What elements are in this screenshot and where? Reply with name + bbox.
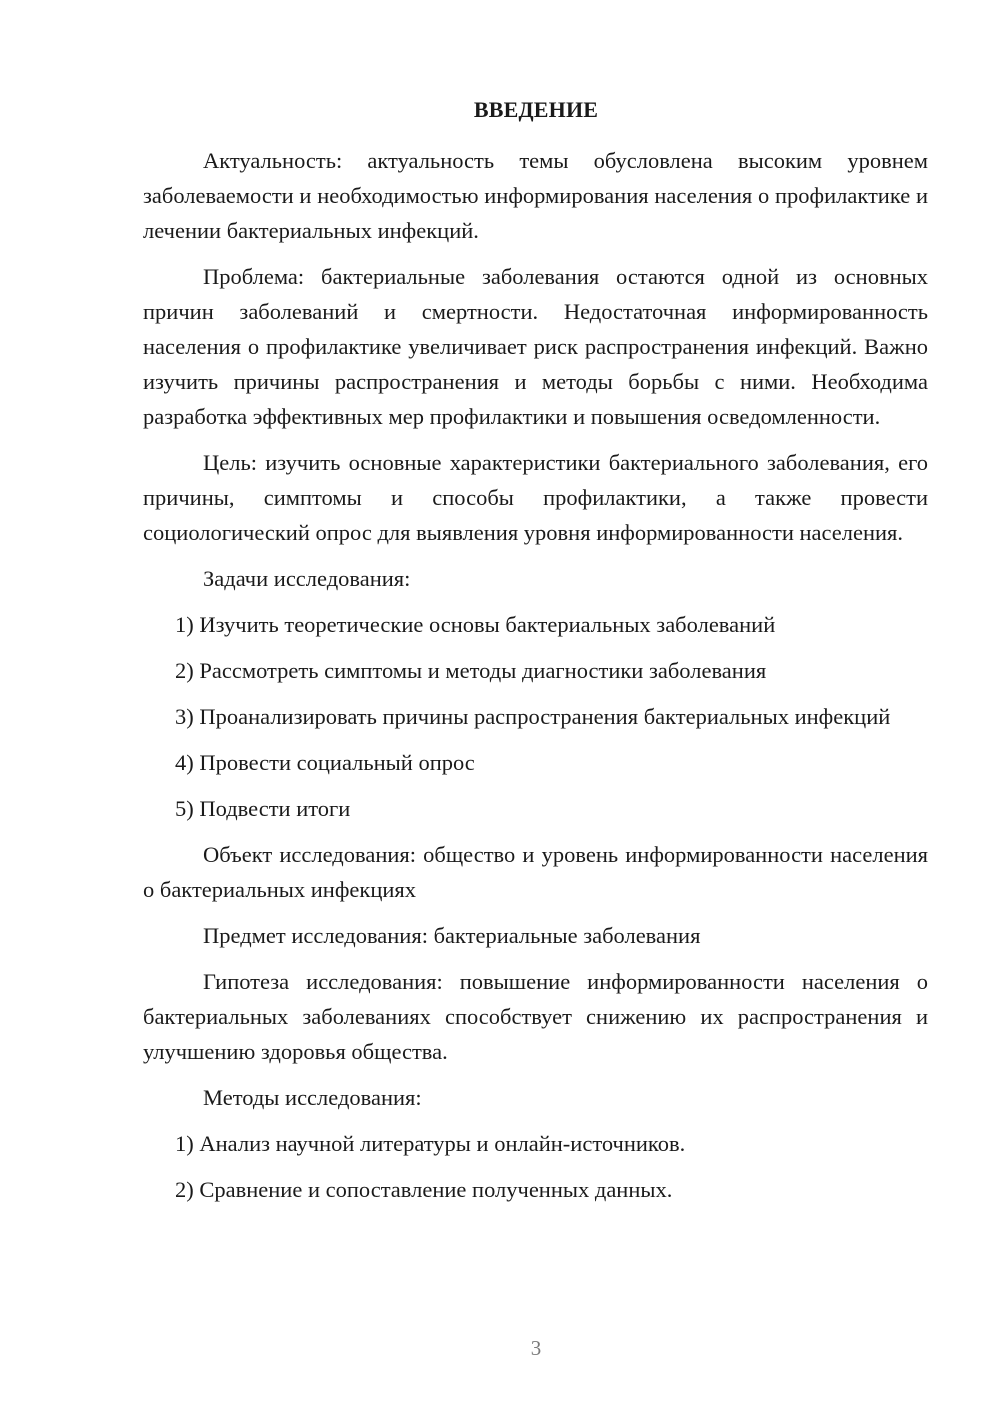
paragraph-object: Объект исследования: общество и уровень информированности населения о бактериальных инфекциях (143, 842, 928, 902)
task-item-1: 1) Изучить теоретические основы бактериальных заболеваний (175, 612, 776, 637)
paragraph-relevance: Актуальность: актуальность темы обусловлена высоким уровнем заболеваемости и необходимостью информирования населения о профилактике и лечении бактериальных инфекций. (143, 148, 928, 243)
paragraph-hypothesis: Гипотеза исследования: повышение информированности населения о бактериальных заболеваниях способствует снижению их распространения и улучшению здоровья общества. (143, 969, 928, 1064)
tasks-heading: Задачи исследования: (203, 566, 411, 591)
task-item-3: 3) Проанализировать причины распространения бактериальных инфекций (175, 704, 891, 729)
method-item-1: 1) Анализ научной литературы и онлайн-источников. (175, 1131, 686, 1156)
methods-heading: Методы исследования: (203, 1085, 422, 1110)
body-text (143, 143, 928, 1207)
task-item-4: 4) Провести социальный опрос (175, 750, 475, 775)
section-title: ВВЕДЕНИЕ (473, 97, 599, 122)
page-number: 3 (530, 1336, 542, 1360)
paragraph-problem: Проблема: бактериальные заболевания остаются одной из основных причин заболеваний и смертности. Недостаточная информированность населения о профилактике увеличивает риск распространения инфекций. Важно изучить причины распространения и методы борьбы с ними. Необходима разработка эффективных мер профилактики и повышения осведомленности. (143, 264, 928, 429)
method-item-2: 2) Сравнение и сопоставление полученных данных. (175, 1177, 673, 1202)
task-item-2: 2) Рассмотреть симптомы и методы диагностики заболевания (175, 658, 767, 683)
task-item-5: 5) Подвести итоги (175, 796, 351, 821)
paragraph-subject: Предмет исследования: бактериальные заболевания (203, 923, 701, 948)
paragraph-goal: Цель: изучить основные характеристики бактериального заболевания, его причины, симптомы и способы профилактики, а также провести социологический опрос для выявления уровня информированности населения. (143, 450, 928, 545)
